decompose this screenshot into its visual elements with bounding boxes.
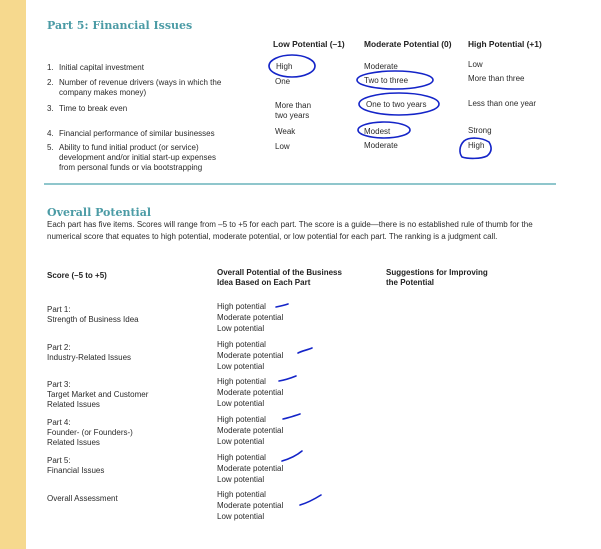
overall-assessment-levels: High potential Moderate potential Low potential [217, 490, 284, 521]
col-moderate-potential: Moderate Potential (0) [364, 39, 452, 49]
overall-potential-title: Overall Potential [47, 206, 152, 219]
check-part2-moderate [298, 348, 312, 353]
row-3-high: Less than one year [468, 99, 537, 108]
overall-intro-paragraph: Each part has five items. Scores will range from –5 to +5 for each part. The score is a guide—there is no established rule of thumb for the numerical score that equates to high potential, moderate potential, or low potential for each part. The ranking is a judgment call. [47, 220, 533, 241]
row-2-moderate: Two to three [364, 76, 409, 85]
overall-part-1-levels: High potential Moderate potential Low potential [217, 302, 284, 333]
row-3-moderate: One to two years [366, 100, 427, 109]
row-2-number: 2. [47, 78, 54, 87]
row-3-label: Time to break even [59, 104, 128, 113]
row-1-number: 1. [47, 63, 54, 72]
overall-part-1-label: Part 1: Strength of Business Idea [47, 305, 139, 324]
page-margin-strip [0, 0, 26, 549]
row-2-label: Number of revenue drivers (ways in which the company makes money) [59, 78, 222, 97]
row-3-number: 3. [47, 104, 54, 113]
check-part4-high [283, 414, 300, 419]
overall-part-4-label: Part 4: Founder- (or Founders-) Related Issues [47, 418, 133, 447]
row-1-low: High [276, 62, 293, 71]
row-1-high: Low [468, 60, 483, 69]
row-2-low: One [275, 77, 291, 86]
section-divider [44, 183, 556, 185]
overall-part-2-label: Part 2: Industry-Related Issues [47, 343, 132, 362]
header-overall-potential: Overall Potential of the Business Idea Based on Each Part [217, 268, 342, 287]
overall-assessment-label: Overall Assessment [47, 494, 118, 503]
row-2-high: More than three [468, 74, 525, 83]
check-overall-moderate [300, 495, 321, 505]
row-5-number: 5. [47, 143, 54, 152]
row-5-low: Low [275, 142, 290, 151]
col-low-potential: Low Potential (–1) [273, 39, 345, 49]
overall-part-5-levels: High potential Moderate potential Low potential [217, 453, 284, 484]
row-5-label: Ability to fund initial product (or service) development and/or initial start-up expenses from personal funds or via bootstrapping [59, 143, 216, 172]
row-3-low: More than two years [275, 101, 312, 120]
row-4-number: 4. [47, 129, 54, 138]
row-4-low: Weak [275, 127, 296, 136]
header-score: Score (–5 to +5) [47, 271, 107, 280]
row-1-label: Initial capital investment [59, 63, 144, 72]
row-5-moderate: Moderate [364, 141, 398, 150]
header-suggestions: Suggestions for Improving the Potential [386, 268, 488, 287]
overall-part-3-label: Part 3: Target Market and Customer Related Issues [47, 380, 149, 409]
row-5-high: High [468, 141, 485, 150]
row-4-high: Strong [468, 126, 492, 135]
row-4-label: Financial performance of similar businesses [59, 129, 215, 138]
row-1-moderate: Moderate [364, 62, 398, 71]
overall-part-3-levels: High potential Moderate potential Low potential [217, 377, 284, 408]
overall-part-2-levels: High potential Moderate potential Low potential [217, 340, 284, 371]
part5-title: Part 5: Financial Issues [47, 19, 193, 32]
row-4-moderate: Modest [364, 127, 391, 136]
col-high-potential: High Potential (+1) [468, 39, 542, 49]
overall-part-4-levels: High potential Moderate potential Low potential [217, 415, 284, 446]
check-part5-high [282, 451, 302, 461]
overall-part-5-label: Part 5: Financial Issues [47, 456, 105, 475]
